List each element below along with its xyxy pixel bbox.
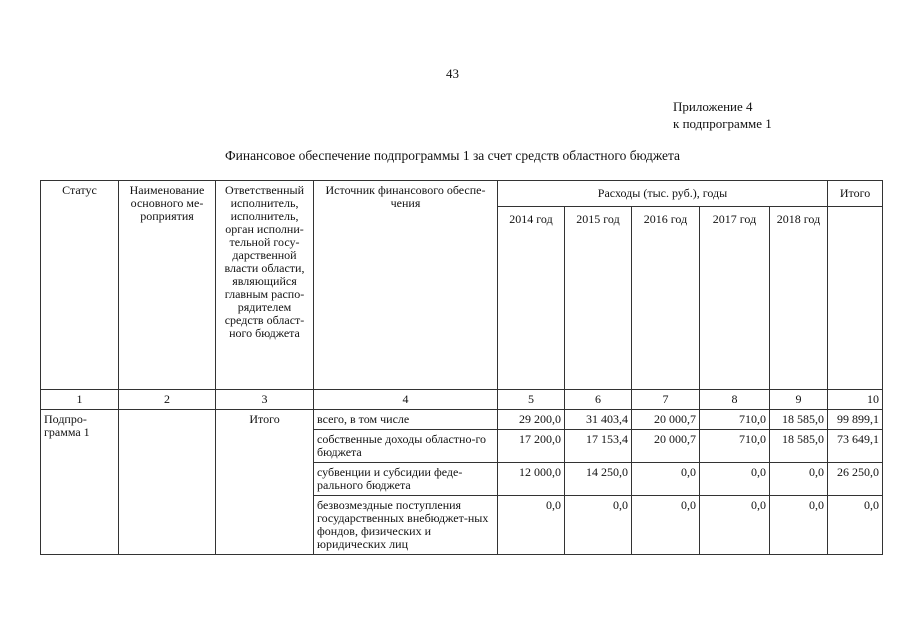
col-num: 8 [700, 390, 770, 410]
value-cell: 12 000,0 [498, 463, 565, 496]
header-year-2015: 2015 год [565, 207, 632, 390]
value-cell: 20 000,7 [632, 430, 700, 463]
header-expenses: Расходы (тыс. руб.), годы [498, 181, 828, 207]
header-status: Статус [41, 181, 119, 390]
table-row [41, 410, 883, 430]
total-cell: 73 649,1 [828, 430, 883, 463]
value-cell: 17 200,0 [498, 430, 565, 463]
value-cell: 17 153,4 [565, 430, 632, 463]
col-num: 1 [41, 390, 119, 410]
total-cell: 26 250,0 [828, 463, 883, 496]
value-cell: 31 403,4 [565, 410, 632, 430]
header-name: Наименование основного ме-роприятия [119, 181, 216, 390]
header-total: Итого [828, 181, 883, 207]
appendix-note [673, 98, 772, 132]
value-cell: 0,0 [770, 463, 828, 496]
status-cell: Подпро-грамма 1 [41, 410, 119, 555]
executor-cell: Итого [216, 410, 314, 555]
header-year-2017: 2017 год [700, 207, 770, 390]
value-cell: 0,0 [770, 496, 828, 555]
value-cell: 14 250,0 [565, 463, 632, 496]
financing-table [40, 180, 883, 555]
value-cell: 0,0 [700, 496, 770, 555]
col-num: 9 [770, 390, 828, 410]
value-cell: 18 585,0 [770, 410, 828, 430]
source-cell: безвозмездные поступления государственных внебюджет-ных фондов, физических и юридических лиц [314, 496, 498, 555]
col-num: 4 [314, 390, 498, 410]
col-num: 3 [216, 390, 314, 410]
total-cell: 99 899,1 [828, 410, 883, 430]
source-cell: субвенции и субсидии феде-рального бюджета [314, 463, 498, 496]
header-year-2016: 2016 год [632, 207, 700, 390]
value-cell: 710,0 [700, 430, 770, 463]
source-cell: всего, в том числе [314, 410, 498, 430]
total-cell: 0,0 [828, 496, 883, 555]
header-year-2014: 2014 год [498, 207, 565, 390]
value-cell: 0,0 [565, 496, 632, 555]
header-executor: Ответственный исполнитель, исполнитель, орган исполни-тельной госу-дарственной власти области, являющийся главным распо-рядителем средств област-ного бюджета [216, 181, 314, 390]
value-cell: 18 585,0 [770, 430, 828, 463]
appendix-line-2: к подпрограмме 1 [673, 116, 772, 131]
header-total-empty [828, 207, 883, 390]
header-year-2018: 2018 год [770, 207, 828, 390]
value-cell: 0,0 [632, 463, 700, 496]
col-num: 6 [565, 390, 632, 410]
header-row-1 [41, 181, 883, 207]
col-num: 5 [498, 390, 565, 410]
col-num: 10 [828, 390, 883, 410]
value-cell: 0,0 [700, 463, 770, 496]
appendix-line-1: Приложение 4 [673, 99, 753, 114]
column-number-row [41, 390, 883, 410]
value-cell: 0,0 [632, 496, 700, 555]
col-num: 7 [632, 390, 700, 410]
header-source: Источник финансового обеспе-чения [314, 181, 498, 390]
document-title: Финансовое обеспечение подпрограммы 1 за счет средств областного бюджета [224, 148, 681, 163]
col-num: 2 [119, 390, 216, 410]
value-cell: 710,0 [700, 410, 770, 430]
value-cell: 20 000,7 [632, 410, 700, 430]
source-cell: собственные доходы областно-го бюджета [314, 430, 498, 463]
value-cell: 0,0 [498, 496, 565, 555]
page-number: 43 [446, 66, 459, 81]
name-cell [119, 410, 216, 555]
value-cell: 29 200,0 [498, 410, 565, 430]
